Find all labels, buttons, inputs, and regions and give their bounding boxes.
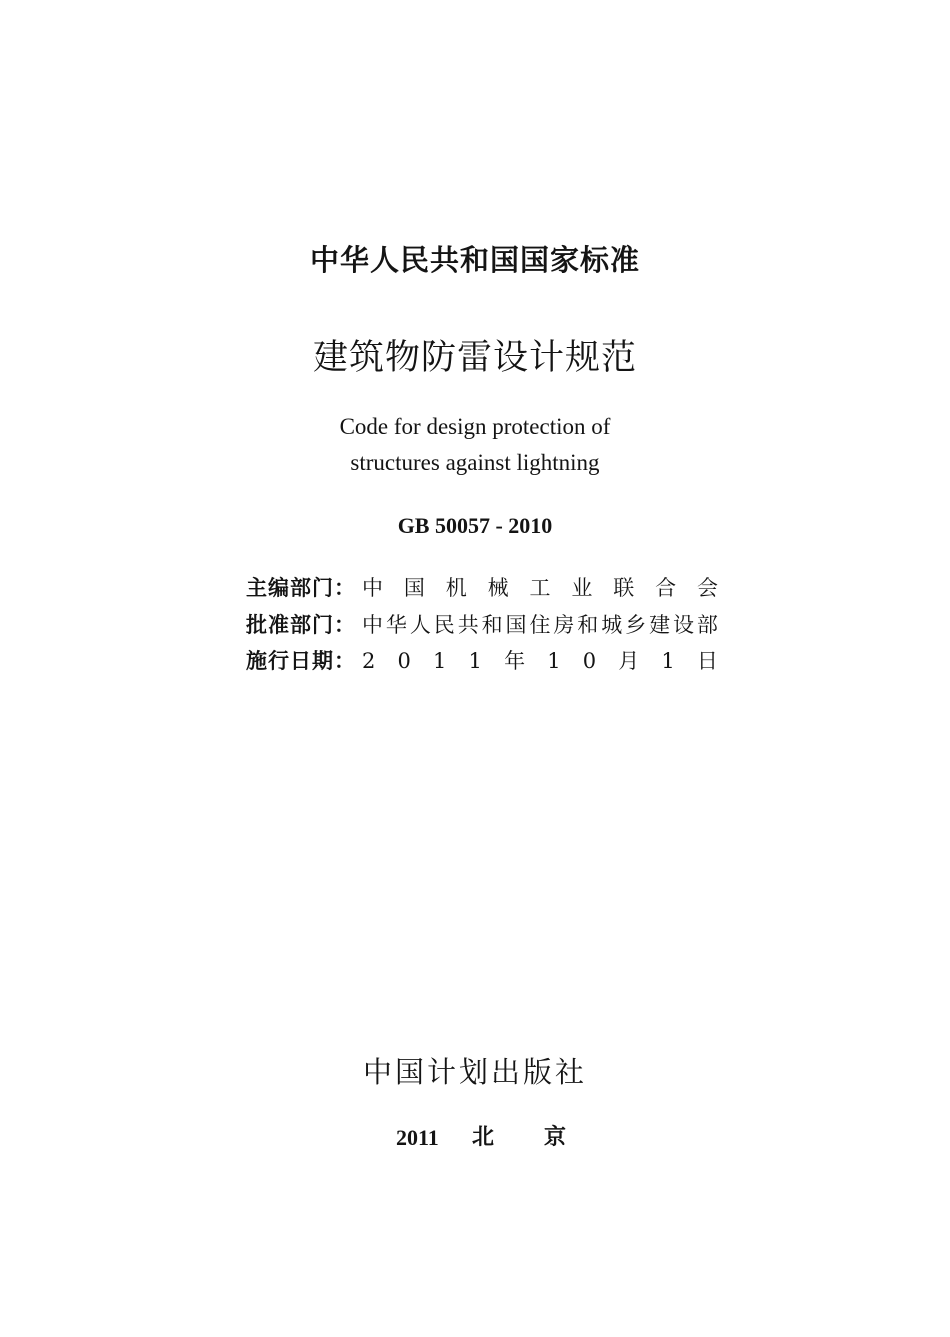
chief-editor-char: 联 — [613, 576, 635, 600]
chief-editor-char: 中 — [362, 576, 383, 600]
implementation-date-label: 施行日期： — [246, 649, 356, 673]
implementation-date-char: 1 — [468, 649, 482, 673]
approval-char: 住 — [529, 613, 551, 637]
implementation-date-char: 2 — [362, 649, 376, 673]
chief-editor-value — [362, 571, 718, 605]
approval-value — [362, 608, 718, 642]
approval-char: 中 — [362, 613, 383, 637]
chief-editor-char: 工 — [529, 576, 551, 600]
approval-char: 人 — [409, 613, 431, 637]
implementation-date-char: 0 — [582, 649, 597, 673]
implementation-date-char: 月 — [618, 649, 640, 673]
publication-city: 北京 — [472, 1125, 617, 1150]
chief-editor-char: 机 — [445, 576, 467, 600]
implementation-date-char: 1 — [433, 649, 447, 673]
chief-editor-char: 业 — [571, 576, 593, 600]
approval-char: 和 — [577, 613, 599, 637]
chief-editor-row — [246, 571, 718, 605]
implementation-date-row — [246, 644, 718, 678]
approval-char: 房 — [553, 613, 575, 637]
implementation-date-char: 0 — [397, 649, 411, 673]
english-title-line-1: Code for design protection of — [339, 414, 611, 439]
publication-year: 2011 — [396, 1125, 439, 1150]
publisher-name: 中国计划出版社 — [362, 1055, 587, 1089]
approval-char: 城 — [601, 613, 623, 637]
implementation-date-char: 1 — [547, 649, 561, 673]
chief-editor-label: 主编部门： — [246, 576, 356, 600]
english-title-line-2: structures against lightning — [350, 450, 600, 475]
implementation-date-char: 日 — [696, 649, 718, 673]
chief-editor-char: 会 — [697, 576, 718, 600]
approval-char: 民 — [433, 613, 455, 637]
approval-char: 乡 — [625, 613, 647, 637]
implementation-date-value — [362, 644, 718, 678]
national-standard-heading: 中华人民共和国国家标准 — [309, 243, 640, 277]
implementation-date-char: 年 — [504, 649, 526, 673]
approval-char: 建 — [649, 613, 671, 637]
chief-editor-char: 国 — [403, 576, 425, 600]
chief-editor-char: 合 — [655, 576, 677, 600]
implementation-date-char: 1 — [661, 649, 675, 673]
approval-char: 和 — [481, 613, 503, 637]
approval-char: 国 — [505, 613, 527, 637]
approval-label: 批准部门： — [246, 613, 356, 637]
chinese-title: 建筑物防雷设计规范 — [312, 338, 637, 378]
publication-line — [0, 1122, 950, 1154]
approval-char: 部 — [696, 613, 718, 637]
approval-char: 华 — [385, 613, 407, 637]
standard-code: GB 50057 - 2010 — [397, 513, 553, 538]
approval-char: 共 — [457, 613, 479, 637]
approval-char: 设 — [672, 613, 694, 637]
chief-editor-char: 械 — [487, 576, 509, 600]
approval-row — [246, 608, 718, 642]
